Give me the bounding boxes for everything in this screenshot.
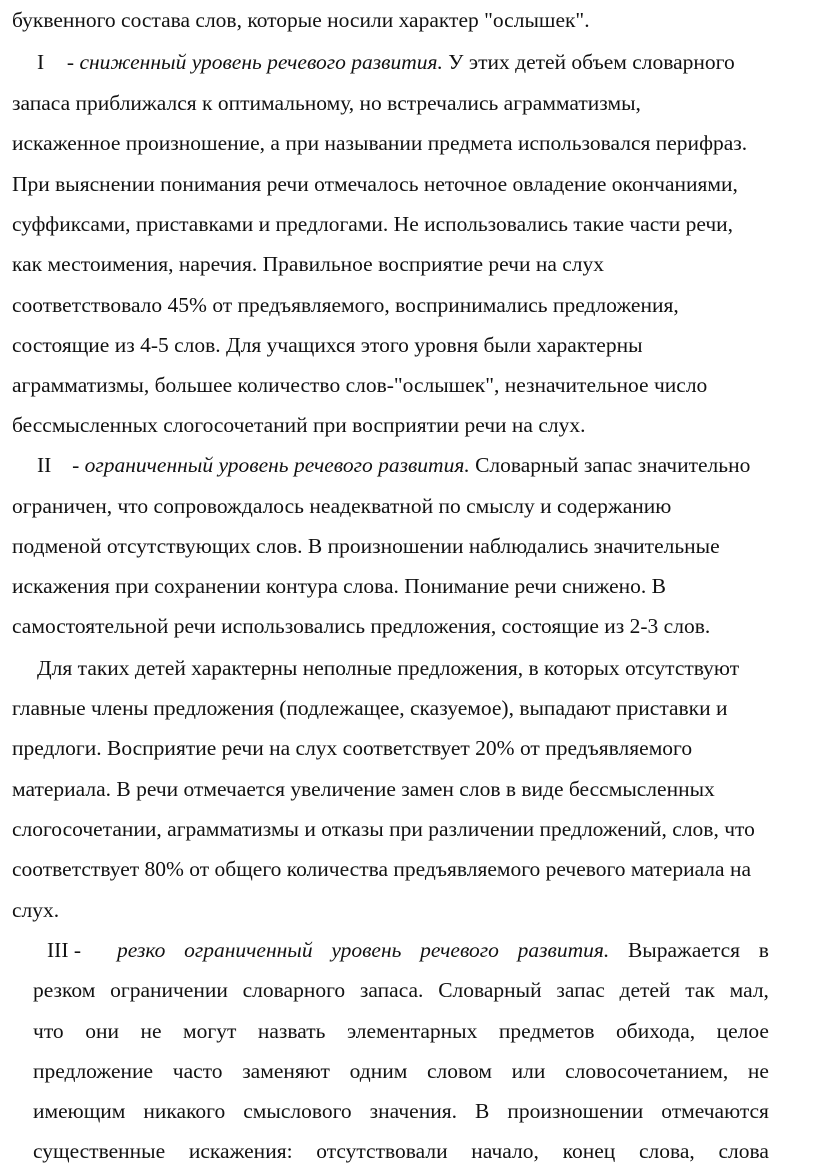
text-line: слух. <box>12 898 60 922</box>
text-line: состоящие из 4-5 слов. Для учащихся этого уровня были характерны <box>12 333 643 357</box>
level-3-dash: - <box>73 938 82 962</box>
text-line: предложение часто заменяют одним словом или словосочетанием, не <box>33 1059 769 1083</box>
text-line: самостоятельной речи использовались предложения, состоящие из 2-3 слов. <box>12 614 711 638</box>
text-line: искаженное произношение, а при назывании предмета использовался перифраз. <box>12 131 748 155</box>
level-2-dash: - <box>72 453 80 477</box>
text-line: искажения при сохранении контура слова. Понимание речи снижено. В <box>12 574 666 598</box>
level-3-term-word: уровень <box>331 938 402 962</box>
text-line: предлоги. Восприятие речи на слух соответствует 20% от предъявляемого <box>12 736 693 760</box>
level-3-heading <box>47 940 81 962</box>
text-line: Для таких детей характерны неполные предложения, в которых отсутствуют <box>37 656 740 680</box>
level-3-numeral: III <box>47 938 69 962</box>
text-line: При выяснении понимания речи отмечалось неточное овладение окончаниями, <box>12 172 738 196</box>
level-3-term-word: ограниченный <box>184 938 313 962</box>
text-line: главные члены предложения (подлежащее, сказуемое), выпадают приставки и <box>12 696 728 720</box>
text-line: материала. В речи отмечается увеличение замен слов в виде бессмысленных <box>12 777 715 801</box>
level-3-term-word: развития. <box>517 938 610 962</box>
text-line: ограничен, что сопровождалось неадекватной по смыслу и содержанию <box>12 494 672 518</box>
text-line: резком ограничении словарного запаса. Словарный запас детей так мал, <box>33 978 769 1002</box>
level-2-heading <box>37 455 750 477</box>
text-line: имеющим никакого смыслового значения. В произношении отмечаются <box>33 1099 769 1123</box>
level-1-heading <box>37 52 735 74</box>
level-3-text-word: Выражается <box>627 938 741 962</box>
level-2-text: Словарный запас значительно <box>475 453 751 477</box>
text-line: соответствовало 45% от предъявляемого, воспринимались предложения, <box>12 293 679 317</box>
text-line: слогосочетании, аграмматизмы и отказы при различении предложений, слов, что <box>12 817 755 841</box>
text-line: подменой отсутствующих слов. В произношении наблюдались значительные <box>12 534 720 558</box>
text-line: буквенного состава слов, которые носили характер "ослышек". <box>12 8 590 32</box>
level-3-term-word: резко <box>117 938 166 962</box>
level-1-numeral: I <box>37 50 45 74</box>
text-line: как местоимения, наречия. Правильное восприятие речи на слух <box>12 252 605 276</box>
level-3-text-word: в <box>758 938 769 962</box>
text-line: запаса приближался к оптимальному, но встречались аграмматизмы, <box>12 91 641 115</box>
level-3-term-word: речевого <box>420 938 499 962</box>
text-line: суффиксами, приставками и предлогами. Не использовались такие части речи, <box>12 212 734 236</box>
text-line: аграмматизмы, большее количество слов-"ослышек", незначительное число <box>12 373 708 397</box>
text-line: соответствует 80% от общего количества предъявляемого речевого материала на <box>12 857 751 881</box>
level-1-dash: - <box>66 50 75 74</box>
level-1-term: сниженный уровень речевого развития. <box>79 50 443 74</box>
level-2-term: ограниченный уровень речевого развития. <box>84 453 470 477</box>
text-line: бессмысленных слогосочетаний при восприятии речи на слух. <box>12 413 586 437</box>
level-3-heading-words <box>117 940 769 962</box>
level-1-text: У этих детей объем словарного <box>448 50 735 74</box>
level-2-numeral: II <box>37 453 52 477</box>
text-line: существенные искажения: отсутствовали начало, конец слова, слова <box>33 1139 769 1163</box>
text-line: что они не могут назвать элементарных предметов обихода, целое <box>33 1019 769 1043</box>
